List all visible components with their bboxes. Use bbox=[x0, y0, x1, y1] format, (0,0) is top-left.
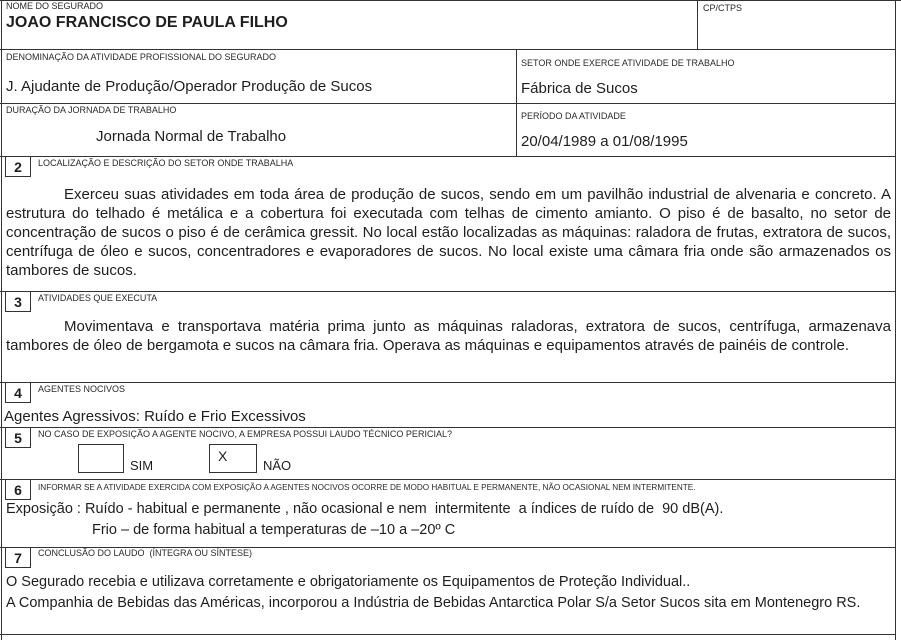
periodo-value: 20/04/1989 a 01/08/1995 bbox=[521, 133, 688, 150]
rule-right bbox=[895, 0, 896, 640]
atividade-value: J. Ajudante de Produção/Operador Produção de Sucos bbox=[6, 78, 373, 95]
rule-s5 bbox=[0, 427, 896, 428]
section-6-label: INFORMAR SE A ATIVIDADE EXERCIDA COM EXPOSIÇÃO A AGENTES NOCIVOS OCORRE DE MODO HABITUAL E PERMANENTE, NÃO OCASIONAL NEM INTERMITENTE. bbox=[38, 483, 696, 492]
duracao-value: Jornada Normal de Trabalho bbox=[96, 128, 287, 145]
nome-value: JOAO FRANCISCO DE PAULA FILHO bbox=[6, 14, 288, 31]
sim-checkbox[interactable] bbox=[78, 444, 124, 473]
section-2-text: Exerceu suas atividades em toda área de produção de sucos, sendo em um pavilhão industrial de alvenaria e concreto. A estrutura do telhado é metálica e a cobertura foi executada com telhas de cimento amianto. O piso é de basalto, no setor de concentração de sucos o piso é de cerâmica gressit. No local estão localizadas as máquinas: raladora de frutas, extratora de sucos, centrífuga de óleo e sucos, concentradores e evaporadores de sucos. No local existe uma câmara fria onde são armazenados os tambores de sucos. bbox=[6, 186, 891, 279]
section-4-label: AGENTES NOCIVOS bbox=[38, 384, 126, 394]
section-4-number: 4 bbox=[5, 383, 31, 403]
section-3-label: ATIVIDADES QUE EXECUTA bbox=[38, 293, 158, 303]
sim-label: SIM bbox=[130, 458, 154, 473]
setor-label: SETOR ONDE EXERCE ATIVIDADE DE TRABALHO bbox=[521, 58, 735, 68]
section-7-line1: O Segurado recebia e utilizava corretamente e obrigatoriamente os Equipamentos de Proteção Individual.. bbox=[6, 574, 691, 590]
ctps-label: CP/CTPS bbox=[703, 3, 743, 13]
rule-row3 bbox=[0, 156, 896, 157]
section-5-label: NO CASO DE EXPOSIÇÃO A AGENTE NOCIVO, A EMPRESA POSSUI LAUDO TÉCNICO PERICIAL? bbox=[38, 429, 452, 439]
rule-row2 bbox=[0, 103, 896, 104]
rule-bottom bbox=[0, 634, 896, 635]
rule-s4 bbox=[0, 382, 896, 383]
section-3-text: Movimentava e transportava matéria prima junto as máquinas raladoras, extratora de sucos, centrífuga, armazenava tambores de óleo de bergamota e sucos na câmara fria. Operava as máquinas e equipamentos através de painéis de controle. bbox=[6, 318, 891, 354]
section-7-label: CONCLUSÃO DO LAUDO (ÍNTEGRA OU SÍNTESE) bbox=[38, 548, 253, 558]
rule-top bbox=[0, 0, 901, 1]
atividade-label: DENOMINAÇÃO DA ATIVIDADE PROFISSIONAL DO SEGURADO bbox=[6, 52, 277, 62]
section-6-line1: Exposição : Ruído - habitual e permanente , não ocasional e nem intermitente a índices de ruído de 90 dB(A). bbox=[6, 501, 724, 517]
section-7-line2: A Companhia de Bebidas das Américas, incorporou a Indústria de Bebidas Antarctica Polar S/a Setor Sucos sita em Montenegro RS. bbox=[6, 595, 861, 611]
nao-label: NÃO bbox=[263, 458, 292, 473]
rule-ctps-divider bbox=[697, 0, 698, 49]
rule-s6 bbox=[0, 479, 896, 480]
section-2-label: LOCALIZAÇÃO E DESCRIÇÃO DO SETOR ONDE TRABALHA bbox=[38, 158, 294, 168]
nome-label: NOME DO SEGURADO bbox=[6, 1, 104, 11]
rule-row1 bbox=[0, 49, 896, 50]
section-4-text: Agentes Agressivos: Ruído e Frio Excessivos bbox=[4, 408, 306, 425]
section-3-number: 3 bbox=[5, 292, 31, 312]
section-6-number: 6 bbox=[5, 480, 31, 500]
nao-checkbox[interactable]: X bbox=[209, 444, 257, 473]
rule-s3 bbox=[0, 291, 896, 292]
section-2-number: 2 bbox=[5, 157, 31, 177]
periodo-label: PERÍODO DA ATIVIDADE bbox=[521, 111, 626, 121]
section-7-number: 7 bbox=[5, 548, 31, 568]
duracao-label: DURAÇÃO DA JORNADA DE TRABALHO bbox=[6, 105, 177, 115]
rule-left bbox=[1, 0, 2, 640]
section-6-line2: Frio – de forma habitual a temperaturas de –10 a –20º C bbox=[92, 522, 456, 538]
section-5-number: 5 bbox=[5, 428, 31, 448]
setor-value: Fábrica de Sucos bbox=[521, 80, 638, 97]
